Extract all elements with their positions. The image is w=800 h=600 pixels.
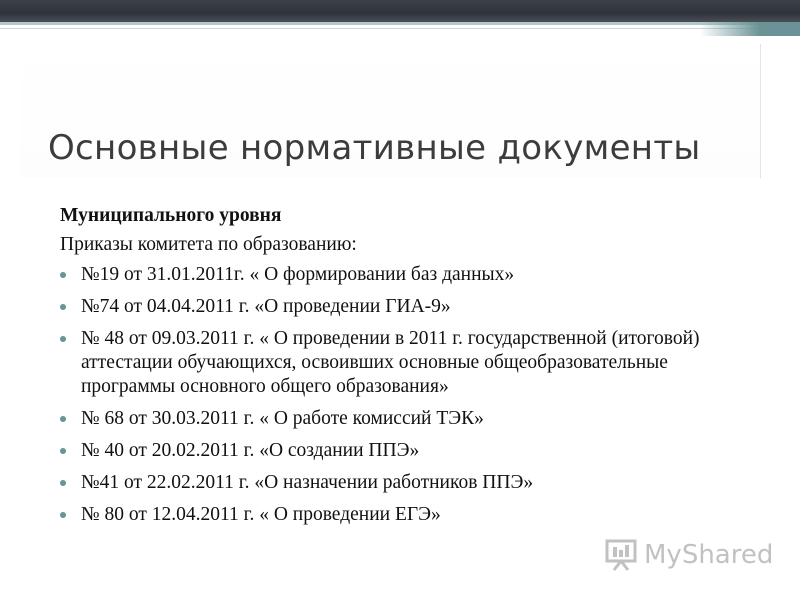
list-item xyxy=(60,503,740,527)
bullet-icon xyxy=(60,480,66,486)
presentation-board-icon xyxy=(604,538,638,572)
section-heading: Муниципального уровня xyxy=(60,205,282,226)
document-list xyxy=(60,263,740,527)
slide-title: Основные нормативные документы xyxy=(48,128,701,168)
bullet-icon xyxy=(60,336,66,342)
list-item-text: № 80 от 12.04.2011 г. « О проведении ЕГЭ» xyxy=(81,504,441,525)
list-item xyxy=(60,327,740,399)
bullet-icon xyxy=(60,416,66,422)
bullet-icon xyxy=(60,448,66,454)
list-item-text: № 68 от 30.03.2011 г. « О работе комиссий ТЭК» xyxy=(81,408,484,429)
section-subheading: Приказы комитета по образованию: xyxy=(60,234,357,255)
list-item-text: №19 от 31.01.2011г. « О формировании баз данных» xyxy=(81,264,515,285)
corner-ribbon xyxy=(760,22,800,36)
list-item-text: № 40 от 20.02.2011 г. «О создании ППЭ» xyxy=(81,440,420,461)
list-item xyxy=(60,471,740,495)
list-item xyxy=(60,439,740,463)
list-item-text: №74 от 04.04.2011 г. «О проведении ГИА-9» xyxy=(81,296,451,317)
slide-content xyxy=(60,204,740,535)
list-item-text: №41 от 22.02.2011 г. «О назначении работников ППЭ» xyxy=(81,472,534,493)
watermark-text: MyShared xyxy=(644,540,774,570)
bullet-icon xyxy=(60,304,66,310)
list-item xyxy=(60,263,740,287)
top-decorative-bar xyxy=(0,0,800,22)
list-item xyxy=(60,295,740,319)
watermark-logo xyxy=(604,538,773,572)
top-thin-line xyxy=(0,28,760,29)
list-item xyxy=(60,407,740,431)
bullet-icon xyxy=(60,512,66,518)
corner-ribbon-fade xyxy=(700,22,760,36)
list-item-text: № 48 от 09.03.2011 г. « О проведении в 2011 г. государственной (итоговой) аттестации обучающихся, освоивших основные общеобразовательные программы основного общего образования» xyxy=(81,328,700,397)
top-accent-line xyxy=(0,22,760,25)
bullet-icon xyxy=(60,272,66,278)
